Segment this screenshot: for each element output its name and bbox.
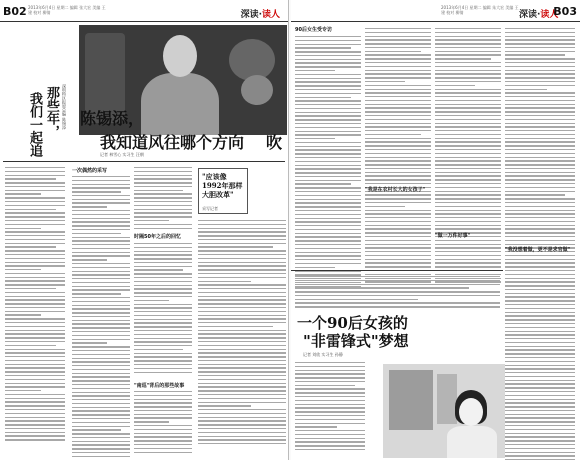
header-meta: 2013年6月4日 星期二 编辑 张大宏 美编 王建 校对 柳倩 [28,5,106,15]
right-page-header [291,2,580,22]
pullquote-byline: 采写记者 [202,206,218,211]
right-column-2 [365,28,431,285]
right-page [291,0,580,460]
headline-rule [3,161,285,162]
body-column-2 [134,167,192,231]
section-label: 深读·读人 [519,10,559,20]
subhead-3: "南巡"背后的那些故事 [134,383,185,389]
page-number: B03 [553,5,577,18]
right-column-1 [295,36,361,289]
side-title-line2: 我们一起追 [27,92,42,157]
subhead-1: 一次偶然的采写 [72,168,108,174]
page-number: B02 [3,5,27,18]
body-column-2b [134,243,192,375]
body-column-3 [198,220,286,447]
headline-byline: 记者 林雪心 实习生 汪朝 [100,152,144,157]
right-column-3 [435,28,501,285]
headline-line1: 陈锡添， [80,109,145,128]
caption-1: "我是在农村长大的女孩子" [365,187,426,193]
headline2-line2: "非雷锋式"梦想 [303,332,409,350]
side-title-line1: 那些年， [44,86,59,138]
headline-line2: 我知道风往哪个方向 [100,133,245,152]
left-page [0,0,289,460]
article-divider [291,270,503,271]
headline-end-word: 吹 [266,133,283,152]
headline2-line1: 一个90后女孩的 [297,314,408,332]
pullquote: "应该像1992年那样大胆改革" [202,172,243,199]
caption-2: "做一万件好事" [435,233,471,239]
intro-column [5,167,65,443]
caption-3: "我没想着做，更不是求官做" [505,247,571,253]
side-title-sub: 深圳特区报原总编 陈锡添 [62,84,67,130]
body-column-2c [134,391,192,455]
subhead-2: 时隔50年之后的回忆 [134,234,181,240]
left-page-header [0,2,288,22]
section-label: 深读·读人 [240,10,280,20]
header-meta: 2013年6月4日 星期二 编辑 朱大宏 美编 王建 校对 柳倩 [441,5,519,15]
girl-photo [383,364,505,458]
right-column-4 [505,28,575,460]
headline2-byline: 记者 刘欣 实习生 孙静 [303,352,343,357]
body-column-1 [72,176,130,460]
right-lower-column-1 [295,362,365,453]
col-heading: 90后女生受专访 [295,27,332,33]
right-lower-lede [295,276,500,310]
